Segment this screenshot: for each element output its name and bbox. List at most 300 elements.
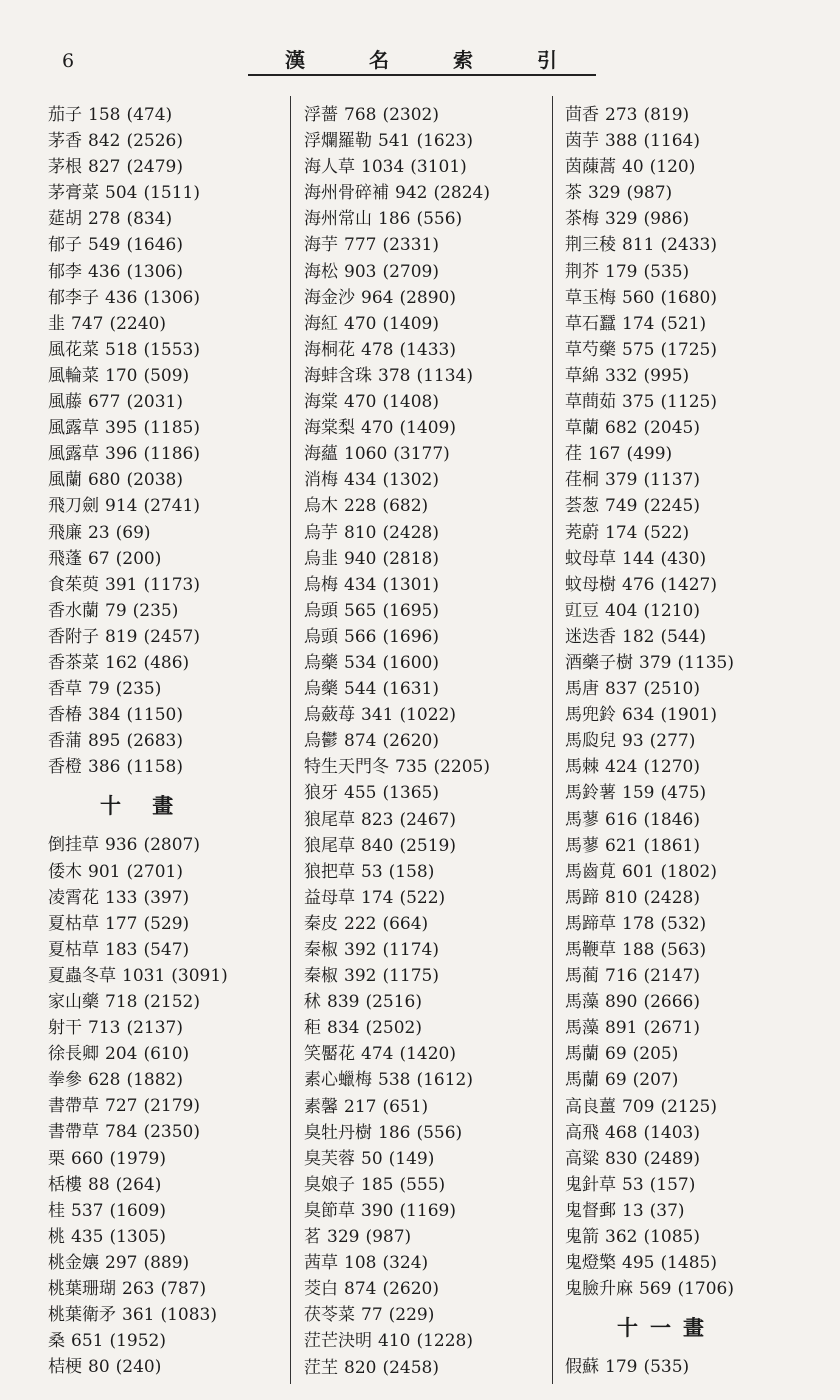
plant-name: 茅根 [48,157,82,178]
figure-reference: (2302) [382,105,439,125]
page-reference: 391 [105,574,138,595]
plant-name: 海棠 [304,392,338,413]
plant-name: 高飛 [565,1122,599,1143]
page-reference: 67 [88,548,110,569]
figure-reference: (1609) [109,1200,166,1221]
page-reference: 273 [605,105,638,125]
index-entry [304,1146,554,1172]
plant-name: 荟葱 [565,496,599,517]
figure-reference: (664) [382,913,429,934]
plant-name: 風露草 [48,444,99,465]
page-reference: 727 [105,1096,138,1117]
index-entry [304,363,554,389]
page-reference: 40 [622,157,644,178]
figure-reference: (1365) [382,783,439,804]
plant-name: 食茱萸 [48,574,99,595]
page-reference: 735 [395,757,428,778]
figure-reference: (1174) [382,940,439,960]
figure-reference: (1696) [382,626,439,647]
index-entry [565,676,815,702]
plant-name: 海紅 [304,313,338,334]
figure-reference: (1511) [143,183,200,204]
index-entry [48,1354,298,1380]
page-reference: 379 [605,470,638,491]
figure-reference: (2666) [643,992,700,1013]
page-reference: 964 [361,287,394,308]
figure-reference: (1612) [416,1070,473,1091]
index-entry [48,885,298,911]
plant-name: 拳參 [48,1070,82,1091]
index-entry [565,285,815,311]
plant-name: 飛蓬 [48,548,82,569]
page-reference: 839 [327,992,360,1013]
title-char: 索 [453,48,473,72]
figure-reference: (1083) [160,1305,217,1326]
index-entry [565,989,815,1015]
figure-reference: (2807) [143,835,200,856]
figure-reference: (509) [143,365,190,386]
index-entry [48,989,298,1015]
plant-name: 馬蘭 [565,1070,599,1091]
figure-reference: (475) [660,783,707,804]
plant-name: 草玉梅 [565,287,616,308]
index-entry [48,1067,298,1093]
plant-name: 馬齒莧 [565,861,616,882]
page-reference: 842 [88,131,121,152]
index-entry [565,493,815,519]
page-reference: 837 [605,679,638,700]
index-column-1 [48,102,298,1380]
figure-reference: (1135) [677,652,734,673]
page-reference: 634 [622,705,655,726]
plant-name: 草石蠶 [565,313,616,334]
plant-name: 桂 [48,1200,65,1221]
plant-name: 馬蘭 [565,1044,599,1065]
index-entry [48,1198,298,1224]
page-reference: 560 [622,287,655,308]
stroke-count-heading: 十一畫 [617,1315,716,1341]
plant-name: 海人草 [304,157,355,178]
index-entry [565,807,815,833]
index-entry [304,415,554,441]
figure-reference: (264) [115,1174,162,1195]
page-reference: 188 [622,940,655,960]
index-entry [565,1354,815,1380]
plant-name: 茳芒決明 [304,1331,372,1352]
index-entry [304,1041,554,1067]
figure-reference: (1022) [399,705,456,726]
page-reference: 840 [361,835,394,856]
plant-name: 桃葉珊瑚 [48,1279,116,1300]
figure-reference: (1305) [109,1226,166,1247]
index-entry [48,963,298,989]
index-entry [48,180,298,206]
figure-reference: (556) [416,209,463,230]
index-entry [304,1224,554,1250]
plant-name: 韭 [48,313,65,334]
figure-reference: (1301) [382,574,439,595]
plant-name: 茜草 [304,1253,338,1274]
plant-name: 馬藻 [565,1018,599,1039]
page-reference: 601 [622,861,655,882]
page-reference: 80 [88,1357,110,1378]
figure-reference: (2620) [382,731,439,752]
plant-name: 茺蔚 [565,522,599,543]
plant-name: 茵芋 [565,131,599,152]
index-entry [304,285,554,311]
page-reference: 1031 [122,965,166,986]
index-entry [48,702,298,728]
figure-reference: (1228) [416,1331,473,1352]
index-entry [565,833,815,859]
plant-name: 豇豆 [565,600,599,621]
figure-reference: (1137) [643,470,700,491]
figure-reference: (3177) [393,444,450,465]
index-entry [565,754,815,780]
figure-reference: (544) [660,626,707,647]
page-reference: 476 [622,574,655,595]
index-entry [304,389,554,415]
page-reference: 495 [622,1253,655,1274]
plant-name: 馬鞭草 [565,940,616,960]
figure-reference: (2510) [643,679,700,700]
figure-reference: (2818) [382,548,439,569]
plant-name: 浮薔 [304,105,338,125]
index-entry [48,232,298,258]
plant-name: 桔梗 [48,1357,82,1378]
index-entry [48,1119,298,1145]
plant-name: 香蒲 [48,731,82,752]
page-reference: 392 [344,940,377,960]
plant-name: 草芍藥 [565,339,616,360]
page-reference: 384 [88,705,121,726]
plant-name: 高粱 [565,1148,599,1169]
page-reference: 895 [88,731,121,752]
plant-name: 夏蟲冬草 [48,965,116,986]
index-entry [48,337,298,363]
plant-name: 馬鈴薯 [565,783,616,804]
page-reference: 396 [105,444,138,465]
plant-name: 蚊母樹 [565,574,616,595]
figure-reference: (2467) [399,809,456,830]
page-reference: 827 [88,157,121,178]
page-reference: 77 [361,1305,383,1326]
plant-name: 茅香 [48,131,82,152]
figure-reference: (1979) [109,1148,166,1169]
page-reference: 541 [378,131,411,152]
figure-reference: (2152) [143,992,200,1012]
page-reference: 434 [344,574,377,595]
plant-name: 桃 [48,1226,65,1247]
figure-reference: (1952) [109,1331,166,1352]
figure-reference: (2526) [126,131,183,152]
page-reference: 819 [105,626,138,647]
index-entry [565,963,815,989]
page-reference: 204 [105,1044,138,1065]
plant-name: 茅膏菜 [48,183,99,204]
page-reference: 183 [105,939,138,960]
page-reference: 178 [622,913,655,934]
figure-reference: (157) [649,1174,696,1195]
page-reference: 53 [622,1174,644,1195]
plant-name: 夏枯草 [48,939,99,960]
figure-reference: (1706) [677,1279,734,1300]
index-entry [304,102,554,128]
page-reference: 713 [88,1018,121,1039]
page-reference: 50 [361,1148,383,1169]
index-entry [565,311,815,337]
figure-reference: (2620) [382,1279,439,1300]
index-entry [304,1015,554,1041]
plant-name: 書帶草 [48,1122,99,1143]
figure-reference: (2516) [365,992,422,1013]
index-entry [48,1015,298,1041]
index-entry [48,415,298,441]
plant-name: 迷迭香 [565,626,616,647]
figure-reference: (563) [660,940,707,960]
figure-reference: (200) [115,548,162,569]
page-reference: 379 [639,652,672,673]
index-column-3 [565,102,815,1380]
index-entry [565,259,815,285]
plant-name: 烏梅 [304,574,338,595]
figure-reference: (532) [660,913,707,934]
page-reference: 470 [361,418,394,439]
page-reference: 1060 [344,444,388,465]
page-reference: 390 [361,1200,394,1221]
index-entry [565,206,815,232]
figure-reference: (529) [143,913,190,934]
index-entry [304,624,554,650]
figure-reference: (987) [365,1227,412,1248]
index-entry [304,1172,554,1198]
plant-name: 臭娘子 [304,1174,355,1195]
page-reference: 504 [105,183,138,204]
page-reference: 810 [344,522,377,543]
index-entry [48,520,298,546]
index-entry [304,885,554,911]
plant-name: 倒挂草 [48,835,99,856]
index-entry [48,650,298,676]
figure-reference: (987) [626,183,673,204]
plant-name: 香水蘭 [48,600,99,621]
plant-name: 海蘊 [304,444,338,465]
plant-name: 荏桐 [565,470,599,491]
index-entry [304,702,554,728]
figure-reference: (1306) [143,287,200,308]
figure-reference: (1270) [643,757,700,778]
plant-name: 秦椒 [304,940,338,960]
figure-reference: (1210) [643,600,700,621]
plant-name: 笑靨花 [304,1044,355,1065]
figure-reference: (1646) [126,235,183,256]
figure-reference: (149) [388,1148,435,1169]
figure-reference: (205) [632,1044,679,1065]
index-entry [48,311,298,337]
page-reference: 544 [344,679,377,700]
plant-name: 茭白 [304,1279,338,1300]
plant-name: 書帶草 [48,1096,99,1117]
plant-name: 馬蹄草 [565,913,616,934]
index-entry [565,937,815,963]
index-entry [48,546,298,572]
index-entry [565,1067,815,1093]
page-reference: 518 [105,339,138,360]
page-reference: 174 [622,313,655,334]
page-reference: 677 [88,392,121,413]
page-reference: 777 [344,235,377,256]
plant-name: 馬瓝兒 [565,731,616,752]
index-entry [48,754,298,780]
figure-reference: (2205) [433,757,490,778]
index-entry [48,1276,298,1302]
index-entry [304,1198,554,1224]
page-reference: 222 [344,913,377,934]
figure-reference: (207) [632,1070,679,1091]
page-reference: 410 [378,1331,411,1352]
figure-reference: (651) [382,1096,429,1117]
plant-name: 鬼臉升麻 [565,1279,633,1300]
page-reference: 228 [344,496,377,517]
figure-reference: (1485) [660,1253,717,1274]
plant-name: 狼尾草 [304,809,355,830]
index-entry [48,154,298,180]
page-reference: 362 [605,1227,638,1248]
figure-reference: (1861) [643,835,700,856]
index-entry [48,441,298,467]
index-entry [48,389,298,415]
page-reference: 768 [344,105,377,125]
index-entry [565,415,815,441]
page-reference: 182 [622,626,655,647]
page-reference: 133 [105,887,138,908]
plant-name: 家山藥 [48,992,99,1012]
index-entry [565,1120,815,1146]
plant-name: 蚊母草 [565,548,616,569]
figure-reference: (2350) [143,1122,200,1143]
plant-name: 風藤 [48,392,82,413]
figure-reference: (2683) [126,731,183,752]
plant-name: 飛刀劍 [48,496,99,517]
plant-name: 海芋 [304,235,338,256]
index-entry [565,102,815,128]
page-reference: 660 [71,1148,104,1169]
plant-name: 特生天門冬 [304,757,389,778]
index-entry [565,467,815,493]
plant-name: 鬼督郵 [565,1200,616,1221]
page-reference: 332 [605,365,638,386]
plant-name: 素心蠟梅 [304,1070,372,1091]
index-entry [48,259,298,285]
figure-reference: (889) [143,1252,190,1273]
figure-reference: (430) [660,548,707,569]
plant-name: 臭牡丹樹 [304,1122,372,1143]
index-entry [304,546,554,572]
plant-name: 秦椒 [304,966,338,987]
plant-name: 射干 [48,1018,82,1039]
index-entry [304,206,554,232]
page-reference: 159 [622,783,655,804]
figure-reference: (1802) [660,861,717,882]
plant-name: 臭芙蓉 [304,1148,355,1169]
page-reference: 69 [605,1070,627,1091]
plant-name: 郁子 [48,235,82,256]
figure-reference: (819) [643,105,690,125]
page-reference: 621 [605,835,638,856]
page-reference: 69 [605,1044,627,1065]
page-reference: 177 [105,913,138,934]
page-reference: 891 [605,1018,638,1039]
plant-name: 秬 [304,1018,321,1039]
figure-reference: (3101) [410,157,467,178]
index-entry [304,1094,554,1120]
index-entry [565,337,815,363]
index-entry [304,467,554,493]
plant-name: 茯苓菜 [304,1305,355,1326]
page-reference: 820 [344,1357,377,1378]
plant-name: 香橙 [48,757,82,778]
plant-name: 馬蔺 [565,966,599,987]
page-reference: 628 [88,1070,121,1091]
page-reference: 749 [605,496,638,517]
page-reference: 436 [88,261,121,282]
figure-reference: (1302) [382,470,439,491]
index-entry [304,1328,554,1354]
figure-reference: (2428) [382,522,439,543]
index-entry [565,885,815,911]
figure-reference: (610) [143,1044,190,1065]
plant-name: 浮爛羅勒 [304,131,372,152]
index-entry [565,728,815,754]
index-entry [304,232,554,258]
index-entry [304,520,554,546]
index-entry [565,859,815,885]
page-reference: 566 [344,626,377,647]
page-reference: 901 [88,861,121,882]
page-reference: 680 [88,470,121,491]
figure-reference: (2137) [126,1018,183,1039]
index-entry [565,1276,815,1302]
figure-reference: (2331) [382,235,439,256]
figure-reference: (1164) [643,131,700,152]
plant-name: 烏藥 [304,652,338,673]
page-reference: 914 [105,496,138,517]
figure-reference: (995) [643,365,690,386]
figure-reference: (2709) [382,261,439,282]
index-entry [48,911,298,937]
plant-name: 香草 [48,679,82,700]
index-entry [304,1250,554,1276]
page-reference: 936 [105,835,138,856]
index-entry [304,1302,554,1328]
figure-reference: (535) [643,1357,690,1378]
header-rule [248,74,596,76]
figure-reference: (277) [649,731,696,752]
index-entry [304,676,554,702]
page-reference: 874 [344,731,377,752]
figure-reference: (2741) [143,496,200,517]
plant-name: 高良薑 [565,1096,616,1117]
figure-reference: (37) [649,1200,685,1221]
figure-reference: (1408) [382,392,439,413]
figure-reference: (1169) [399,1200,456,1221]
plant-name: 茗 [304,1227,321,1248]
figure-reference: (2240) [109,313,166,334]
page-reference: 167 [588,444,621,465]
figure-reference: (2031) [126,392,183,413]
plant-name: 徐長卿 [48,1044,99,1065]
page-reference: 709 [622,1096,655,1117]
